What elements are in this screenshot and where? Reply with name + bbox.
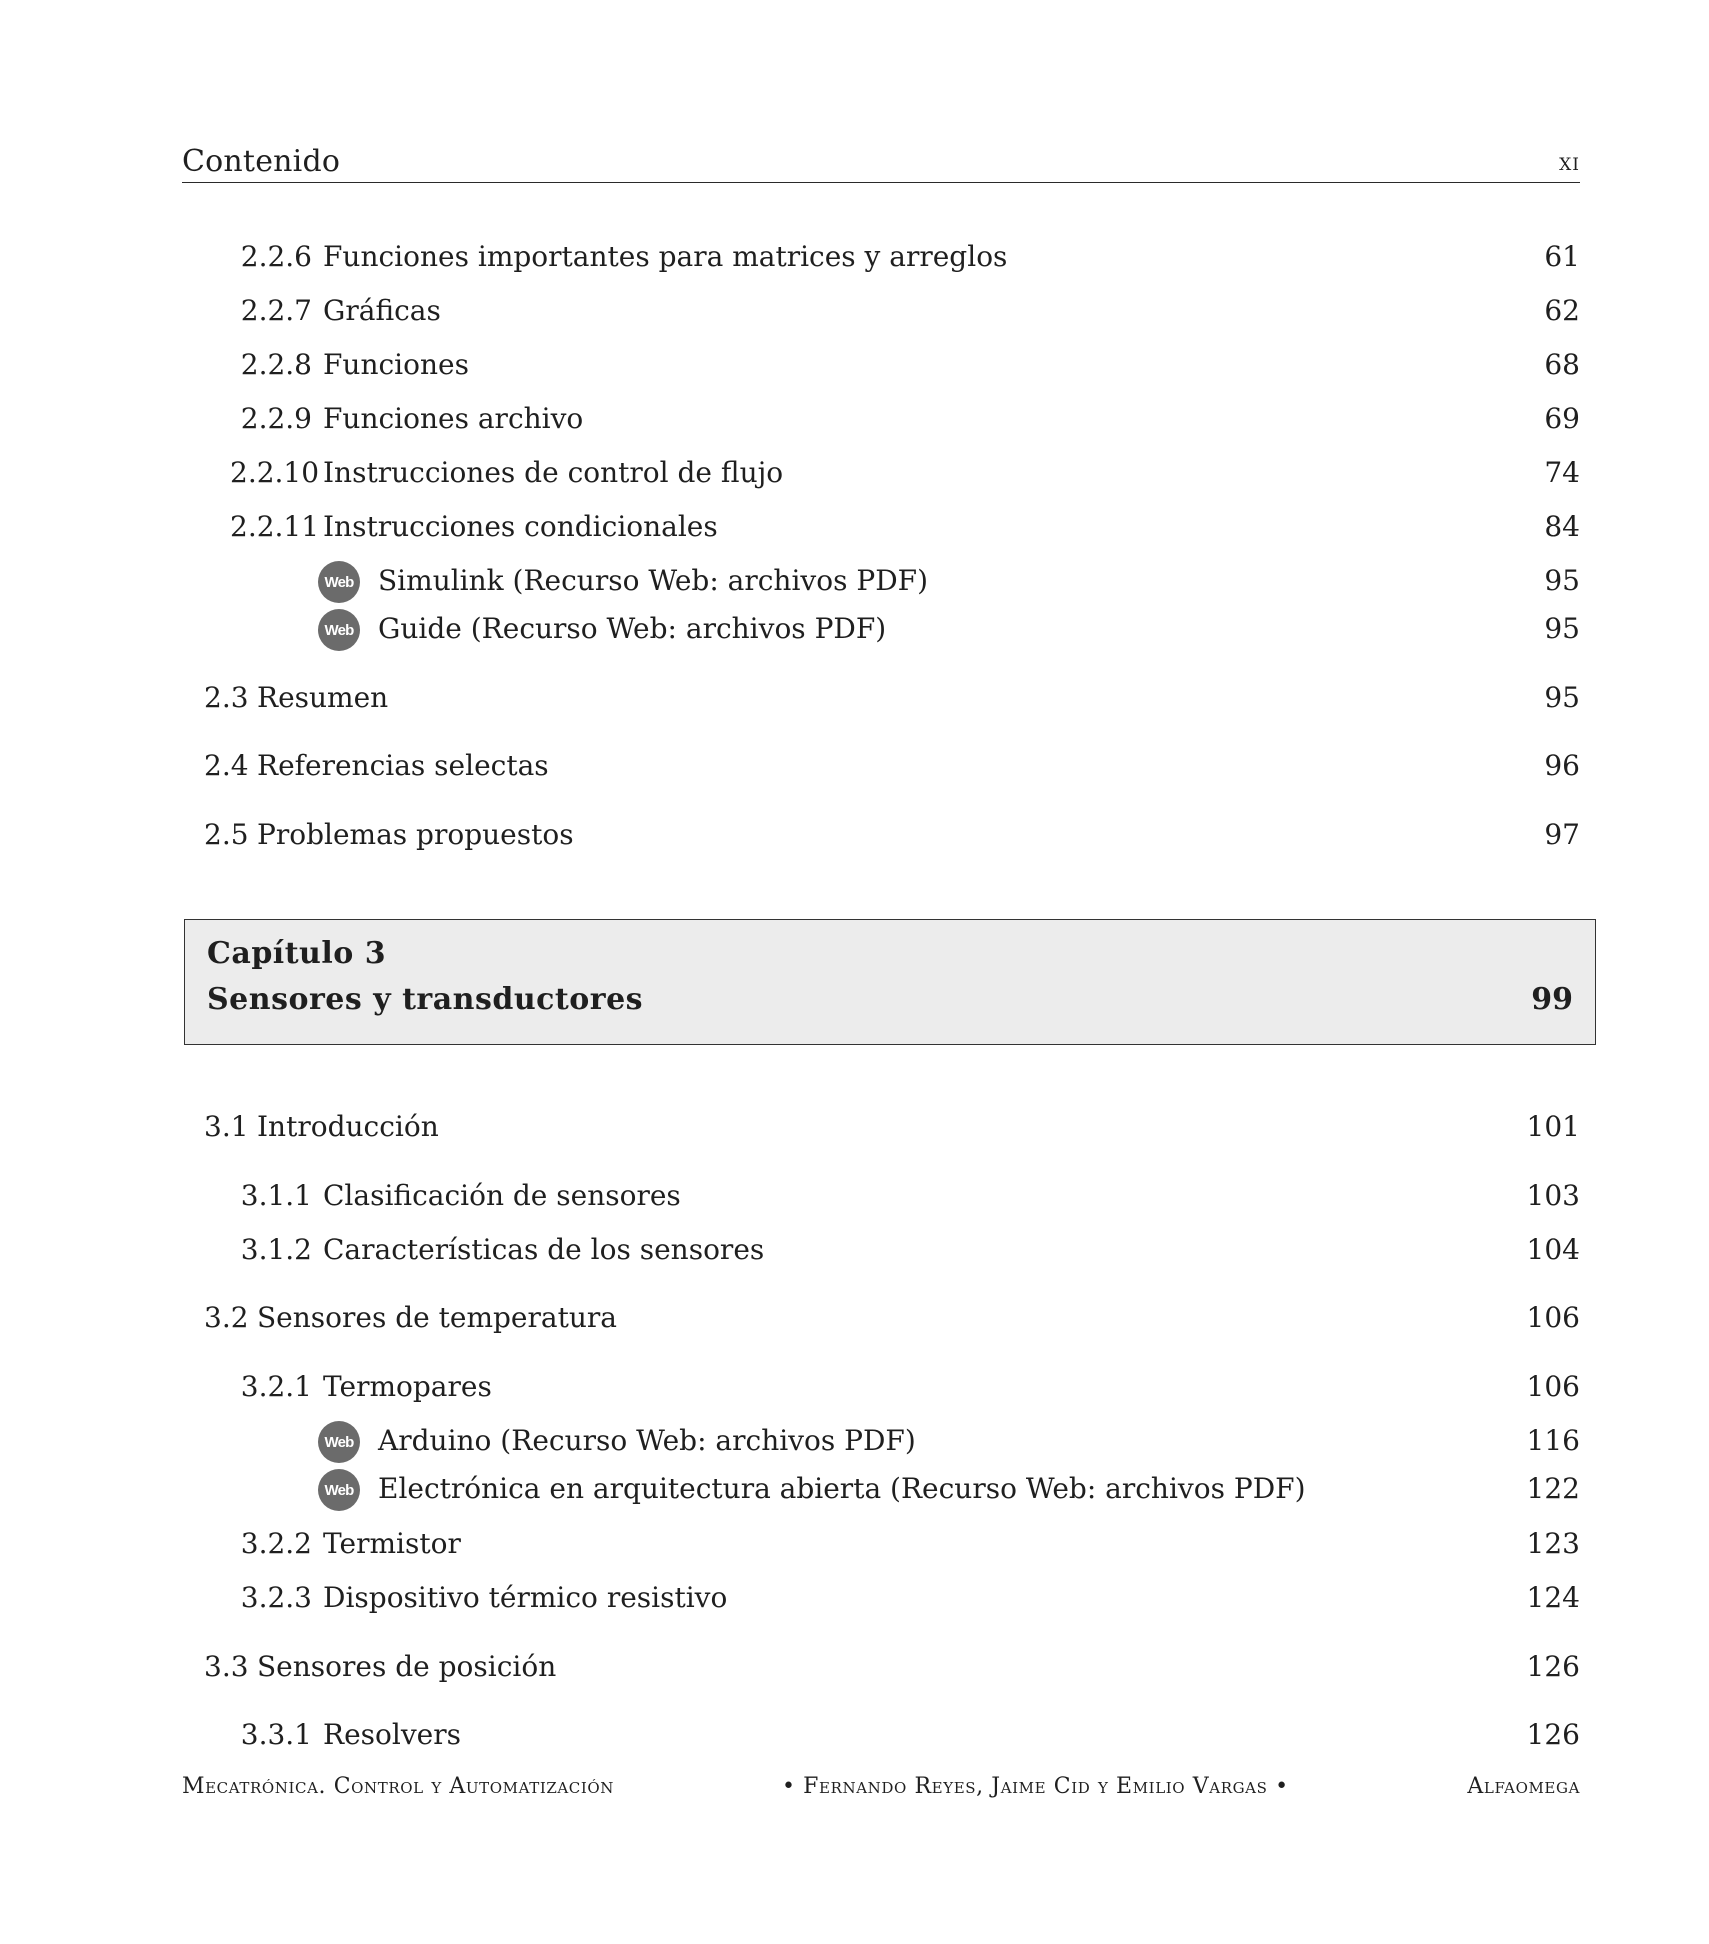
web-resource-icon: Web [318,609,360,651]
toc-entry-number: 2.5 [204,818,249,851]
toc-entry-title: Instrucciones de control de flujo [323,456,784,489]
footer-publisher: Alfaomega [1467,1774,1580,1799]
toc-entry-number: 2.2.11 [230,510,320,543]
chapter-title: Sensores y transductores [207,982,644,1017]
chapter-page: 99 [1531,982,1573,1017]
toc-entry-page: 96 [1544,749,1580,782]
running-header [182,138,1580,183]
toc-entry[interactable] [182,1176,1580,1216]
toc-entry-page: 95 [1544,564,1580,597]
toc-entry[interactable] [182,399,1580,439]
toc-entry-number: 2.2.10 [230,456,320,489]
toc-entry[interactable] [182,1578,1580,1618]
toc-entry-title: Guide (Recurso Web: archivos PDF) [378,612,887,645]
toc-web-resource[interactable] [182,1421,1580,1461]
toc-entry-title: Instrucciones condicionales [323,510,718,543]
toc-entry-number: 3.3.1 [240,1718,312,1751]
toc-entry[interactable] [182,678,1580,718]
toc-entry[interactable] [182,1230,1580,1270]
toc-entry-page: 69 [1544,402,1580,435]
toc-entry-page: 74 [1544,456,1580,489]
toc-entry-page: 116 [1526,1424,1580,1457]
toc-entry-title: Termopares [323,1370,492,1403]
toc-entry[interactable] [182,1715,1580,1755]
toc-web-resource[interactable] [182,1469,1580,1509]
toc-entry[interactable] [182,507,1580,547]
toc-entry[interactable] [182,345,1580,385]
toc-entry-number: 2.3 [204,681,249,714]
toc-web-resource[interactable] [182,561,1580,601]
toc-entry-page: 103 [1526,1179,1580,1212]
toc-entry-number: 3.1.2 [240,1233,312,1266]
toc-entry-page: 106 [1526,1370,1580,1403]
toc-entry-page: 126 [1526,1718,1580,1751]
toc-entry-title: Arduino (Recurso Web: archivos PDF) [378,1424,916,1457]
toc-entry-title: Introducción [257,1110,439,1143]
toc-entry-title: Funciones [323,348,469,381]
toc-entry[interactable] [182,1298,1580,1338]
toc-entry[interactable] [182,291,1580,331]
toc-entry-page: 95 [1544,612,1580,645]
toc-entry-page: 124 [1526,1581,1580,1614]
toc-entry-number: 3.2.3 [240,1581,312,1614]
toc-entry-number: 3.2.2 [240,1527,312,1560]
toc-entry-number: 2.2.6 [240,240,312,273]
toc-entry-title: Dispositivo térmico resistivo [323,1581,728,1614]
toc-entry-number: 3.1 [204,1110,249,1143]
toc-entry[interactable] [182,1367,1580,1407]
toc-entry-page: 106 [1526,1301,1580,1334]
toc-entry-title: Referencias selectas [257,749,549,782]
toc-entry-number: 3.2 [204,1301,249,1334]
running-footer [182,1774,1580,1808]
toc-entry-page: 84 [1544,510,1580,543]
chapter-label: Capítulo 3 [207,936,387,971]
toc-entry-number: 3.3 [204,1650,249,1683]
toc-entry-title: Clasificación de sensores [323,1179,681,1212]
toc-entry-number: 2.2.9 [240,402,312,435]
toc-entry-title: Sensores de temperatura [257,1301,617,1334]
toc-entry-title: Características de los sensores [323,1233,765,1266]
header-title: Contenido [182,144,341,179]
toc-entry[interactable] [182,453,1580,493]
toc-entry-title: Termistor [323,1527,461,1560]
toc-entry-page: 122 [1526,1472,1580,1505]
toc-entry-number: 2.2.7 [240,294,312,327]
web-resource-icon: Web [318,1469,360,1511]
toc-entry-title: Funciones importantes para matrices y arreglos [323,240,1008,273]
toc-web-resource[interactable] [182,609,1580,649]
toc-entry-title: Electrónica en arquitectura abierta (Recurso Web: archivos PDF) [378,1472,1306,1505]
toc-entry-number: 2.4 [204,749,249,782]
toc-entry-page: 68 [1544,348,1580,381]
chapter-heading-box[interactable] [184,919,1596,1045]
footer-book-title: Mecatrónica. Control y Automatización [182,1774,615,1799]
web-resource-icon: Web [318,561,360,603]
toc-entry-title: Simulink (Recurso Web: archivos PDF) [378,564,928,597]
toc-entry[interactable] [182,237,1580,277]
toc-entry-page: 123 [1526,1527,1580,1560]
toc-entry-title: Resumen [257,681,389,714]
toc-entry-page: 61 [1544,240,1580,273]
toc-entry-page: 95 [1544,681,1580,714]
toc-entry[interactable] [182,746,1580,786]
toc-entry-number: 3.2.1 [240,1370,312,1403]
toc-entry-number: 3.1.1 [240,1179,312,1212]
toc-entry-page: 126 [1526,1650,1580,1683]
toc-entry-title: Gráficas [323,294,441,327]
toc-entry[interactable] [182,815,1580,855]
toc-entry-number: 2.2.8 [240,348,312,381]
footer-authors: • Fernando Reyes, Jaime Cid y Emilio Vargas • [782,1774,1289,1799]
toc-entry-title: Sensores de posición [257,1650,557,1683]
toc-entry-page: 97 [1544,818,1580,851]
toc-entry-page: 62 [1544,294,1580,327]
toc-entry-title: Resolvers [323,1718,461,1751]
web-resource-icon: Web [318,1421,360,1463]
toc-entry-page: 101 [1526,1110,1580,1143]
toc-entry-title: Problemas propuestos [257,818,574,851]
toc-entry[interactable] [182,1107,1580,1147]
header-page-number: xi [1559,148,1580,176]
toc-entry[interactable] [182,1647,1580,1687]
toc-entry[interactable] [182,1524,1580,1564]
toc-entry-page: 104 [1526,1233,1580,1266]
toc-entry-title: Funciones archivo [323,402,584,435]
